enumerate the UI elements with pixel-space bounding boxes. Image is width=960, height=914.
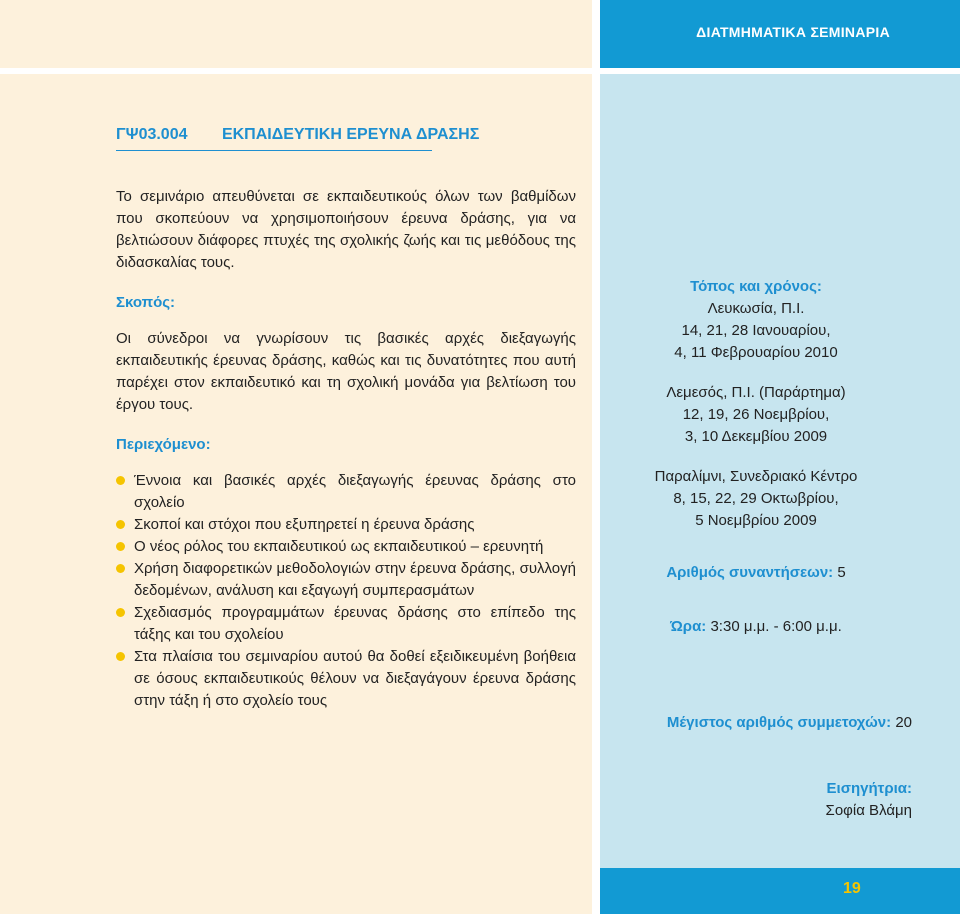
list-item: Στα πλαίσια του σεμιναρίου αυτού θα δοθεί εξειδικευμένη βοήθεια σε όσους εκπαιδευτικούς θέλουν να διεξαγάγουν έρευνα δράσης στην τάξη ή στο σχολείο τους [116, 646, 576, 712]
max-participants-label: Μέγιστος αριθμός συμμετοχών: [666, 714, 892, 731]
schedule-block [600, 276, 912, 638]
content-list [116, 470, 576, 712]
course-description [116, 186, 576, 712]
presenter-name: Σοφία Βλάμη [825, 802, 912, 819]
footer-left [0, 868, 592, 914]
location-place: Παραλίμνι, Συνεδριακό Κέντρο [654, 468, 858, 485]
location-place: Λευκωσία, Π.Ι. [707, 300, 805, 317]
course-title [116, 126, 479, 144]
time-label: Ώρα: [670, 618, 707, 635]
presenter-label: Εισηγήτρια: [826, 780, 912, 797]
time-info [600, 616, 912, 638]
course-name: ΕΚΠΑΙΔΕΥΤΙΚΗ ΕΡΕΥΝΑ ΔΡΑΣΗΣ [221, 126, 480, 143]
location-dates: 5 Νοεμβρίου 2009 [695, 512, 817, 529]
time-value: 3:30 μ.μ. - 6:00 μ.μ. [710, 618, 842, 635]
meetings-info [600, 562, 912, 584]
purpose-text: Οι σύνεδροι να γνωρίσουν τις βασικές αρχές διεξαγωγής εκπαιδευτικής έρευνας δράσης, καθώς και τις δυνατότητες που αυτή παρέχει στον εκπαιδευτικό και τη σχολική μονάδα για βελτίωση του έργου τους. [116, 330, 576, 413]
meetings-value: 5 [837, 564, 846, 581]
location-dates: 14, 21, 28 Ιανουαρίου, [681, 322, 831, 339]
location-dates: 12, 19, 26 Νοεμβρίου, [682, 406, 830, 423]
max-participants-value: 20 [895, 714, 912, 731]
location-dates: 8, 15, 22, 29 Οκτωβρίου, [673, 490, 839, 507]
presenter [826, 778, 912, 822]
location-place: Λεμεσός, Π.Ι. (Παράρτημα) [666, 384, 846, 401]
location-dates: 4, 11 Φεβρουαρίου 2010 [674, 344, 838, 361]
title-underline [116, 150, 432, 151]
content-heading: Περιεχόμενο: [116, 436, 211, 453]
footer-band [600, 868, 960, 914]
list-item: Ο νέος ρόλος του εκπαιδευτικού ως εκπαιδευτικού – ερευνητή [116, 536, 576, 558]
column-divider [592, 0, 600, 914]
header-divider [0, 68, 960, 74]
purpose-heading: Σκοπός: [116, 294, 176, 311]
bullet-icon [116, 520, 125, 529]
bullet-icon [116, 608, 125, 617]
bullet-icon [116, 652, 125, 661]
max-participants [667, 714, 912, 731]
bullet-icon [116, 476, 125, 485]
schedule-heading: Τόπος και χρόνος: [690, 278, 822, 295]
bullet-icon [116, 564, 125, 573]
bullet-icon [116, 542, 125, 551]
page-number: 19 [843, 880, 861, 897]
location-dates: 3, 10 Δεκεμβίου 2009 [684, 428, 828, 445]
list-item: Χρήση διαφορετικών μεθοδολογιών στην έρευνα δράσης, συλλογή δεδομένων, ανάλυση και εξαγωγή συμπερασμάτων [116, 558, 576, 602]
series-label: ΔΙΑΤΜΗΜΑΤΙΚΑ ΣΕΜΙΝΑΡΙΑ [696, 24, 890, 40]
top-band [0, 0, 600, 68]
intro-text: Το σεμινάριο απευθύνεται σε εκπαιδευτικούς όλων των βαθμίδων που σκοπεύουν να χρησιμοποιήσουν έρευνα δράσης, για να βελτιώσουν διάφορες πτυχές της σχολικής ζωής και τις μεθόδους της διδασκαλίας τους. [116, 188, 576, 271]
list-item: Έννοια και βασικές αρχές διεξαγωγής έρευνας δράσης στο σχολείο [116, 470, 576, 514]
list-item: Σκοποί και στόχοι που εξυπηρετεί η έρευνα δράσης [116, 514, 576, 536]
list-item: Σχεδιασμός προγραμμάτων έρευνας δράσης στο επίπεδο της τάξης και του σχολείου [116, 602, 576, 646]
course-code: ΓΨ03.004 [116, 126, 188, 143]
meetings-label: Αριθμός συναντήσεων: [666, 564, 834, 581]
